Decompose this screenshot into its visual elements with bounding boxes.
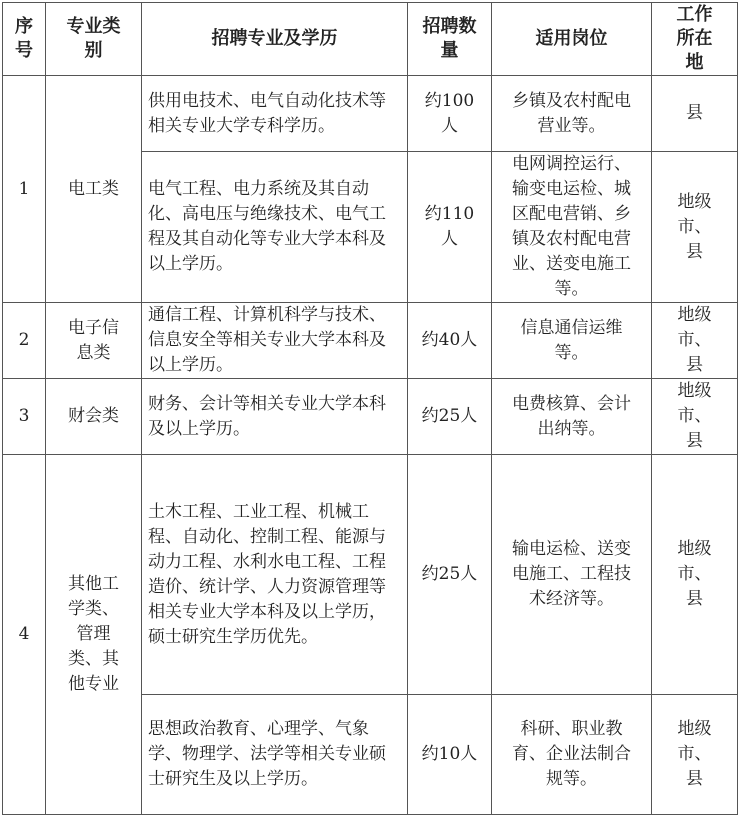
row-count: 约40人 (408, 303, 492, 379)
row-positions: 信息通信运维等。 (492, 303, 652, 379)
row-positions: 电网调控运行、输变电运检、城区配电营销、乡镇及农村配电营业、送变电施工等。 (492, 152, 652, 303)
table-row (3, 379, 738, 455)
header-row (3, 3, 738, 76)
row-major: 思想政治教育、心理学、气象学、物理学、法学等相关专业硕士研究生及以上学历。 (142, 695, 408, 815)
row-count: 约100人 (408, 76, 492, 152)
row-location: 地级市、县 (652, 303, 738, 379)
row-positions: 科研、职业教育、企业法制合规等。 (492, 695, 652, 815)
row-major: 供用电技术、电气自动化技术等相关专业大学专科学历。 (142, 76, 408, 152)
table-row (3, 76, 738, 152)
row-index: 2 (3, 303, 46, 379)
row-major: 财务、会计等相关专业大学本科及以上学历。 (142, 379, 408, 455)
row-count: 约110人 (408, 152, 492, 303)
row-index: 3 (3, 379, 46, 455)
row-category: 其他工学类、管理类、其他专业 (46, 455, 142, 815)
row-category: 电子信息类 (46, 303, 142, 379)
row-count: 约25人 (408, 379, 492, 455)
row-location: 地级市、县 (652, 379, 738, 455)
header-count: 招聘数量 (408, 3, 492, 76)
table-row (3, 455, 738, 695)
header-category: 专业类别 (46, 3, 142, 76)
row-category: 财会类 (46, 379, 142, 455)
row-positions: 电费核算、会计出纳等。 (492, 379, 652, 455)
row-positions: 输电运检、送变电施工、工程技术经济等。 (492, 455, 652, 695)
row-positions: 乡镇及农村配电营业等。 (492, 76, 652, 152)
table-row (3, 303, 738, 379)
row-count: 约25人 (408, 455, 492, 695)
row-location: 地级市、县 (652, 455, 738, 695)
row-major: 通信工程、计算机科学与技术、信息安全等相关专业大学本科及以上学历。 (142, 303, 408, 379)
header-major: 招聘专业及学历 (142, 3, 408, 76)
row-location: 地级市、县 (652, 152, 738, 303)
row-location: 县 (652, 76, 738, 152)
row-category: 电工类 (46, 76, 142, 303)
recruitment-table (2, 2, 738, 815)
row-major: 电气工程、电力系统及其自动化、高电压与绝缘技术、电气工程及其自动化等专业大学本科及以上学历。 (142, 152, 408, 303)
row-index: 4 (3, 455, 46, 815)
row-count: 约10人 (408, 695, 492, 815)
header-positions: 适用岗位 (492, 3, 652, 76)
header-location: 工作所在地 (652, 3, 738, 76)
row-index: 1 (3, 76, 46, 303)
row-major: 土木工程、工业工程、机械工程、自动化、控制工程、能源与动力工程、水利水电工程、工程造价、统计学、人力资源管理等相关专业大学本科及以上学历，硕士研究生学历优先。 (142, 455, 408, 695)
row-location: 地级市、县 (652, 695, 738, 815)
header-index: 序号 (3, 3, 46, 76)
